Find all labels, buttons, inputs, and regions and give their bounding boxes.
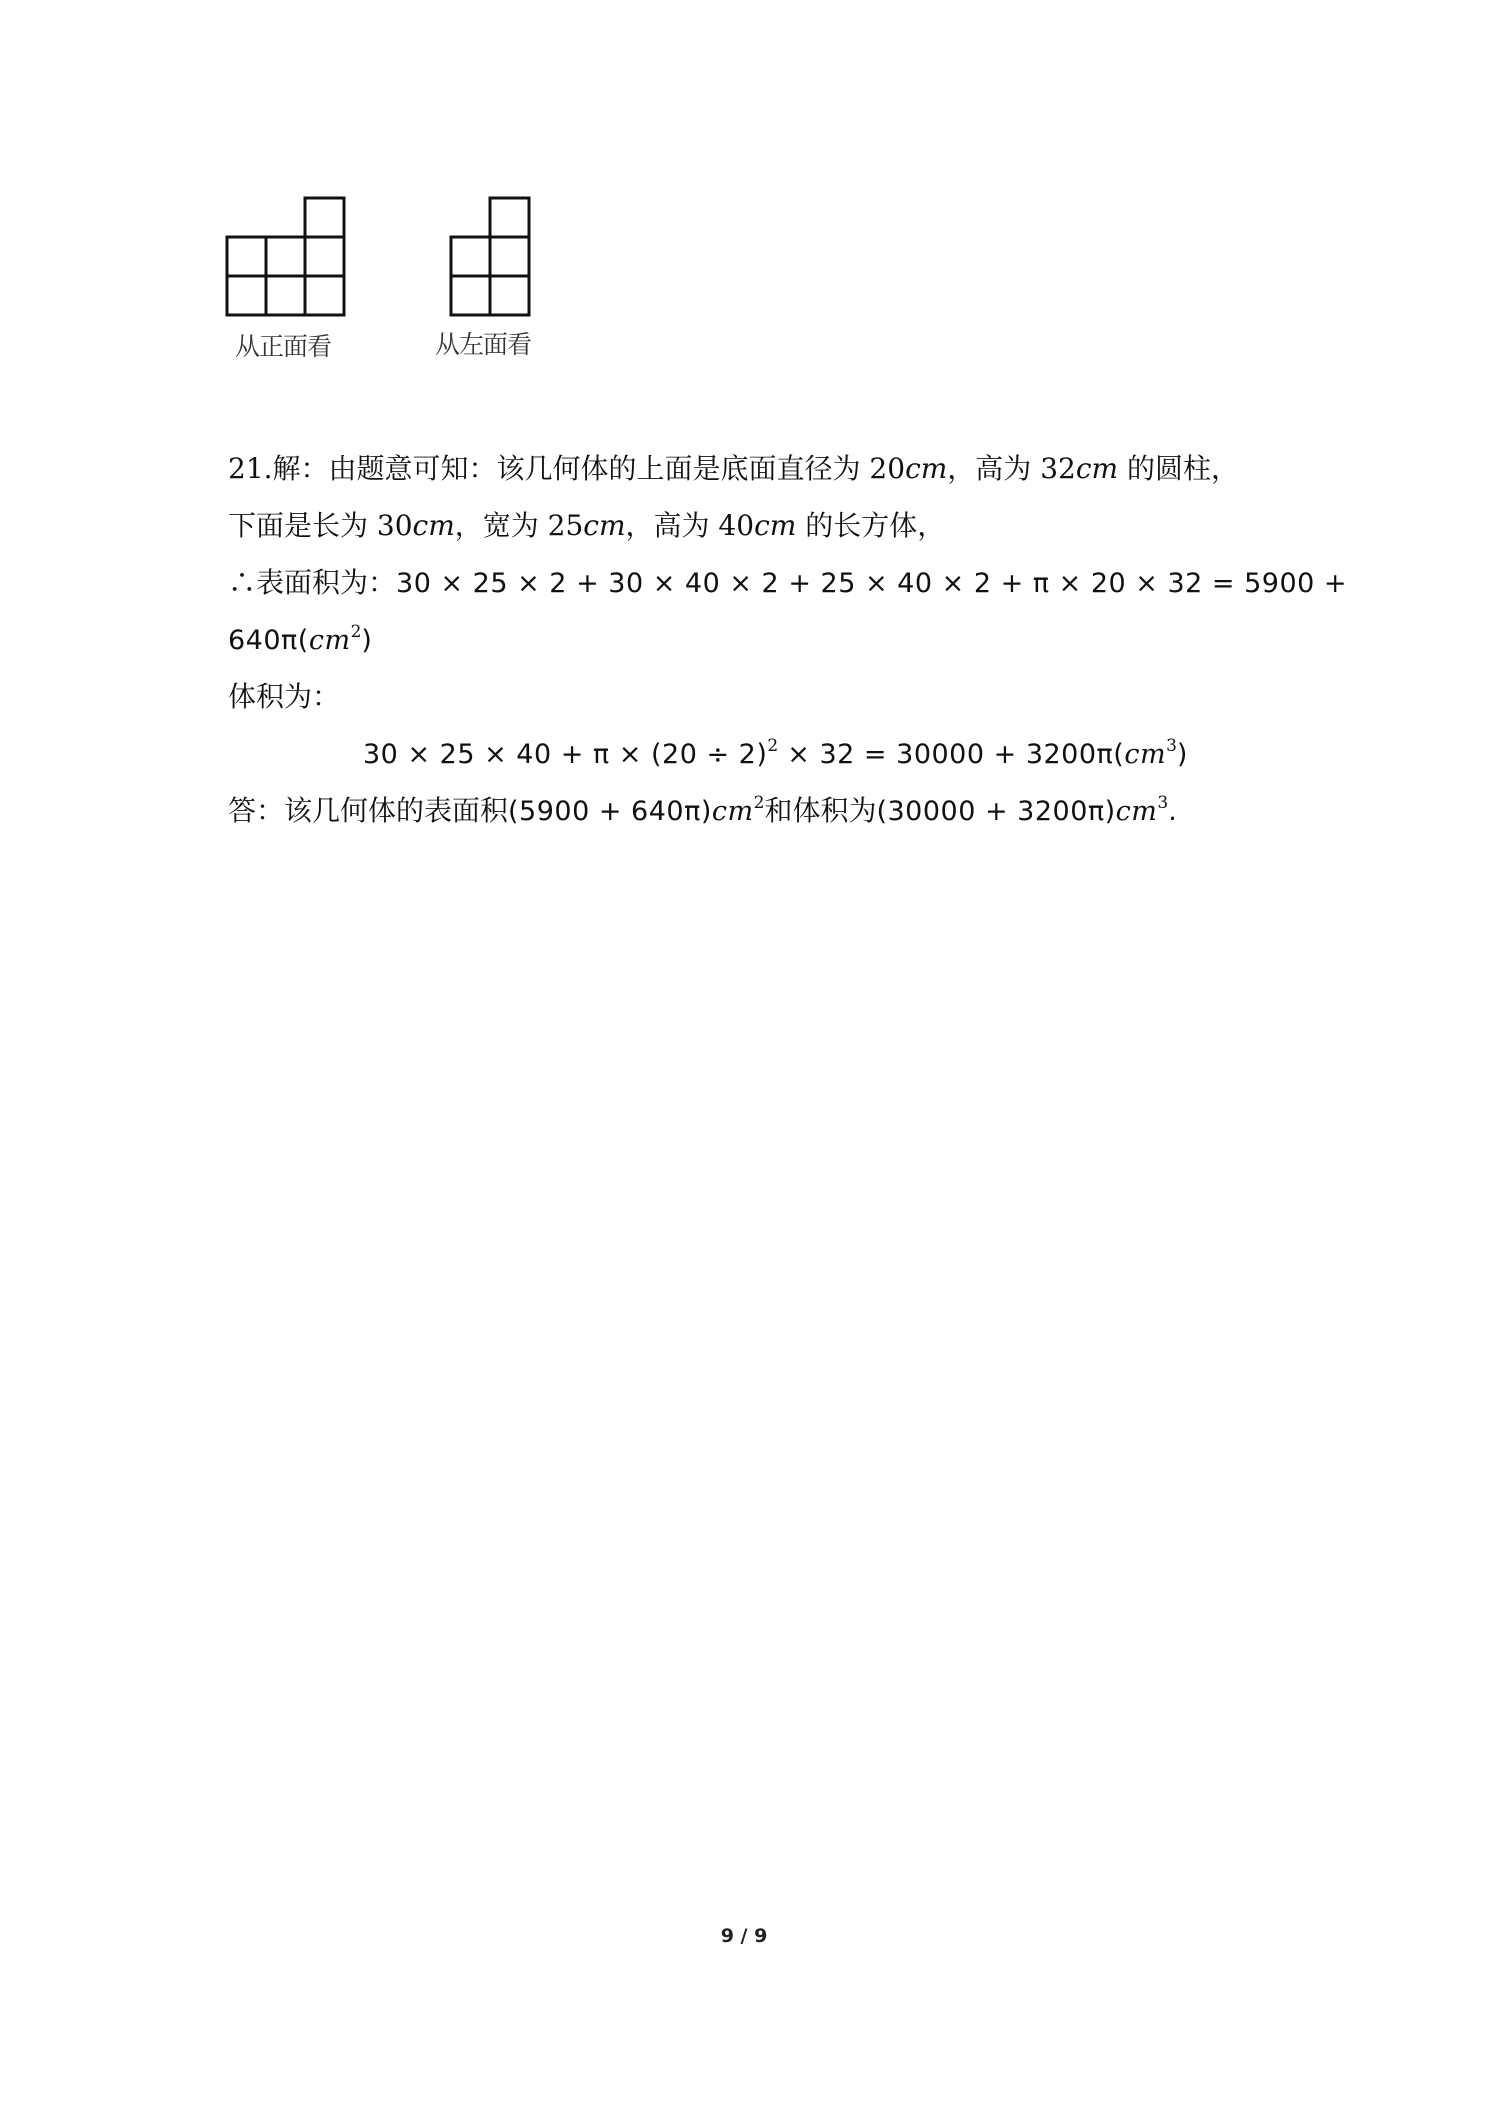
solution-block: [228, 440, 1348, 839]
solution-line-4: [228, 611, 1268, 668]
line1-mid: ，高为 32: [947, 452, 1076, 485]
solution-line-2: [228, 497, 1268, 554]
front-view-grid: [227, 198, 344, 315]
unit-cm: cm: [1124, 739, 1167, 770]
answer-end: .: [1168, 796, 1178, 827]
exponent: 3: [1157, 793, 1169, 813]
answer-mid: 和体积为: [764, 794, 877, 827]
line2-mid2: ，高为 40: [625, 509, 755, 542]
solution-line-1: [228, 440, 1268, 497]
surface-area-expression: 30 × 25 × 2 + 30 × 40 × 2 + 25 × 40 × 2 + π × 20 × 32 = 5900 +: [396, 568, 1348, 599]
surface-area-continued: 640π(: [228, 625, 309, 656]
answer-surface-area: (5900 + 640π): [508, 796, 712, 827]
unit-cm: cm: [412, 509, 455, 542]
line2-prefix: 下面是长为 30: [228, 509, 413, 542]
unit-cm: cm: [1115, 796, 1158, 827]
page-number: 9 / 9: [720, 1925, 768, 1947]
line1-suffix: 的圆柱，: [1118, 452, 1239, 485]
three-view-figures: [225, 195, 585, 365]
close-paren: ): [1176, 739, 1188, 770]
surface-area-label: ∴表面积为：: [228, 566, 397, 599]
volume-expression-a: 30 × 25 × 40 + π × (20 ÷ 2): [363, 739, 768, 770]
unit-cm: cm: [711, 796, 754, 827]
view-grid-drawings: [225, 195, 585, 325]
answer-volume: (30000 + 3200π): [876, 796, 1116, 827]
exponent: 2: [767, 736, 779, 756]
left-view-grid: [451, 198, 529, 315]
line2-suffix: 的长方体，: [796, 509, 946, 542]
solution-line-5: [228, 668, 1268, 725]
exponent: 2: [753, 793, 765, 813]
line1-prefix: 21.解：由题意可知：该几何体的上面是底面直径为 20: [228, 452, 906, 485]
volume-expression-b: × 32 = 30000 + 3200π(: [778, 739, 1125, 770]
unit-cm: cm: [905, 452, 948, 485]
close-paren: ): [361, 625, 373, 656]
front-view-label: 从正面看: [235, 332, 332, 361]
solution-line-7: [228, 782, 1268, 839]
unit-cm: cm: [754, 509, 797, 542]
left-view-label: 从左面看: [435, 330, 532, 359]
unit-cm: cm: [308, 625, 351, 656]
line2-mid1: ，宽为 25: [454, 509, 584, 542]
answer-prefix: 答：该几何体的表面积: [228, 794, 509, 827]
exponent: 2: [350, 622, 362, 642]
unit-cm: cm: [583, 509, 626, 542]
solution-line-6: [228, 725, 1268, 782]
solution-line-3: [228, 554, 1348, 611]
exponent: 3: [1166, 736, 1177, 756]
volume-label: 体积为：: [228, 680, 341, 713]
unit-cm: cm: [1075, 452, 1119, 485]
